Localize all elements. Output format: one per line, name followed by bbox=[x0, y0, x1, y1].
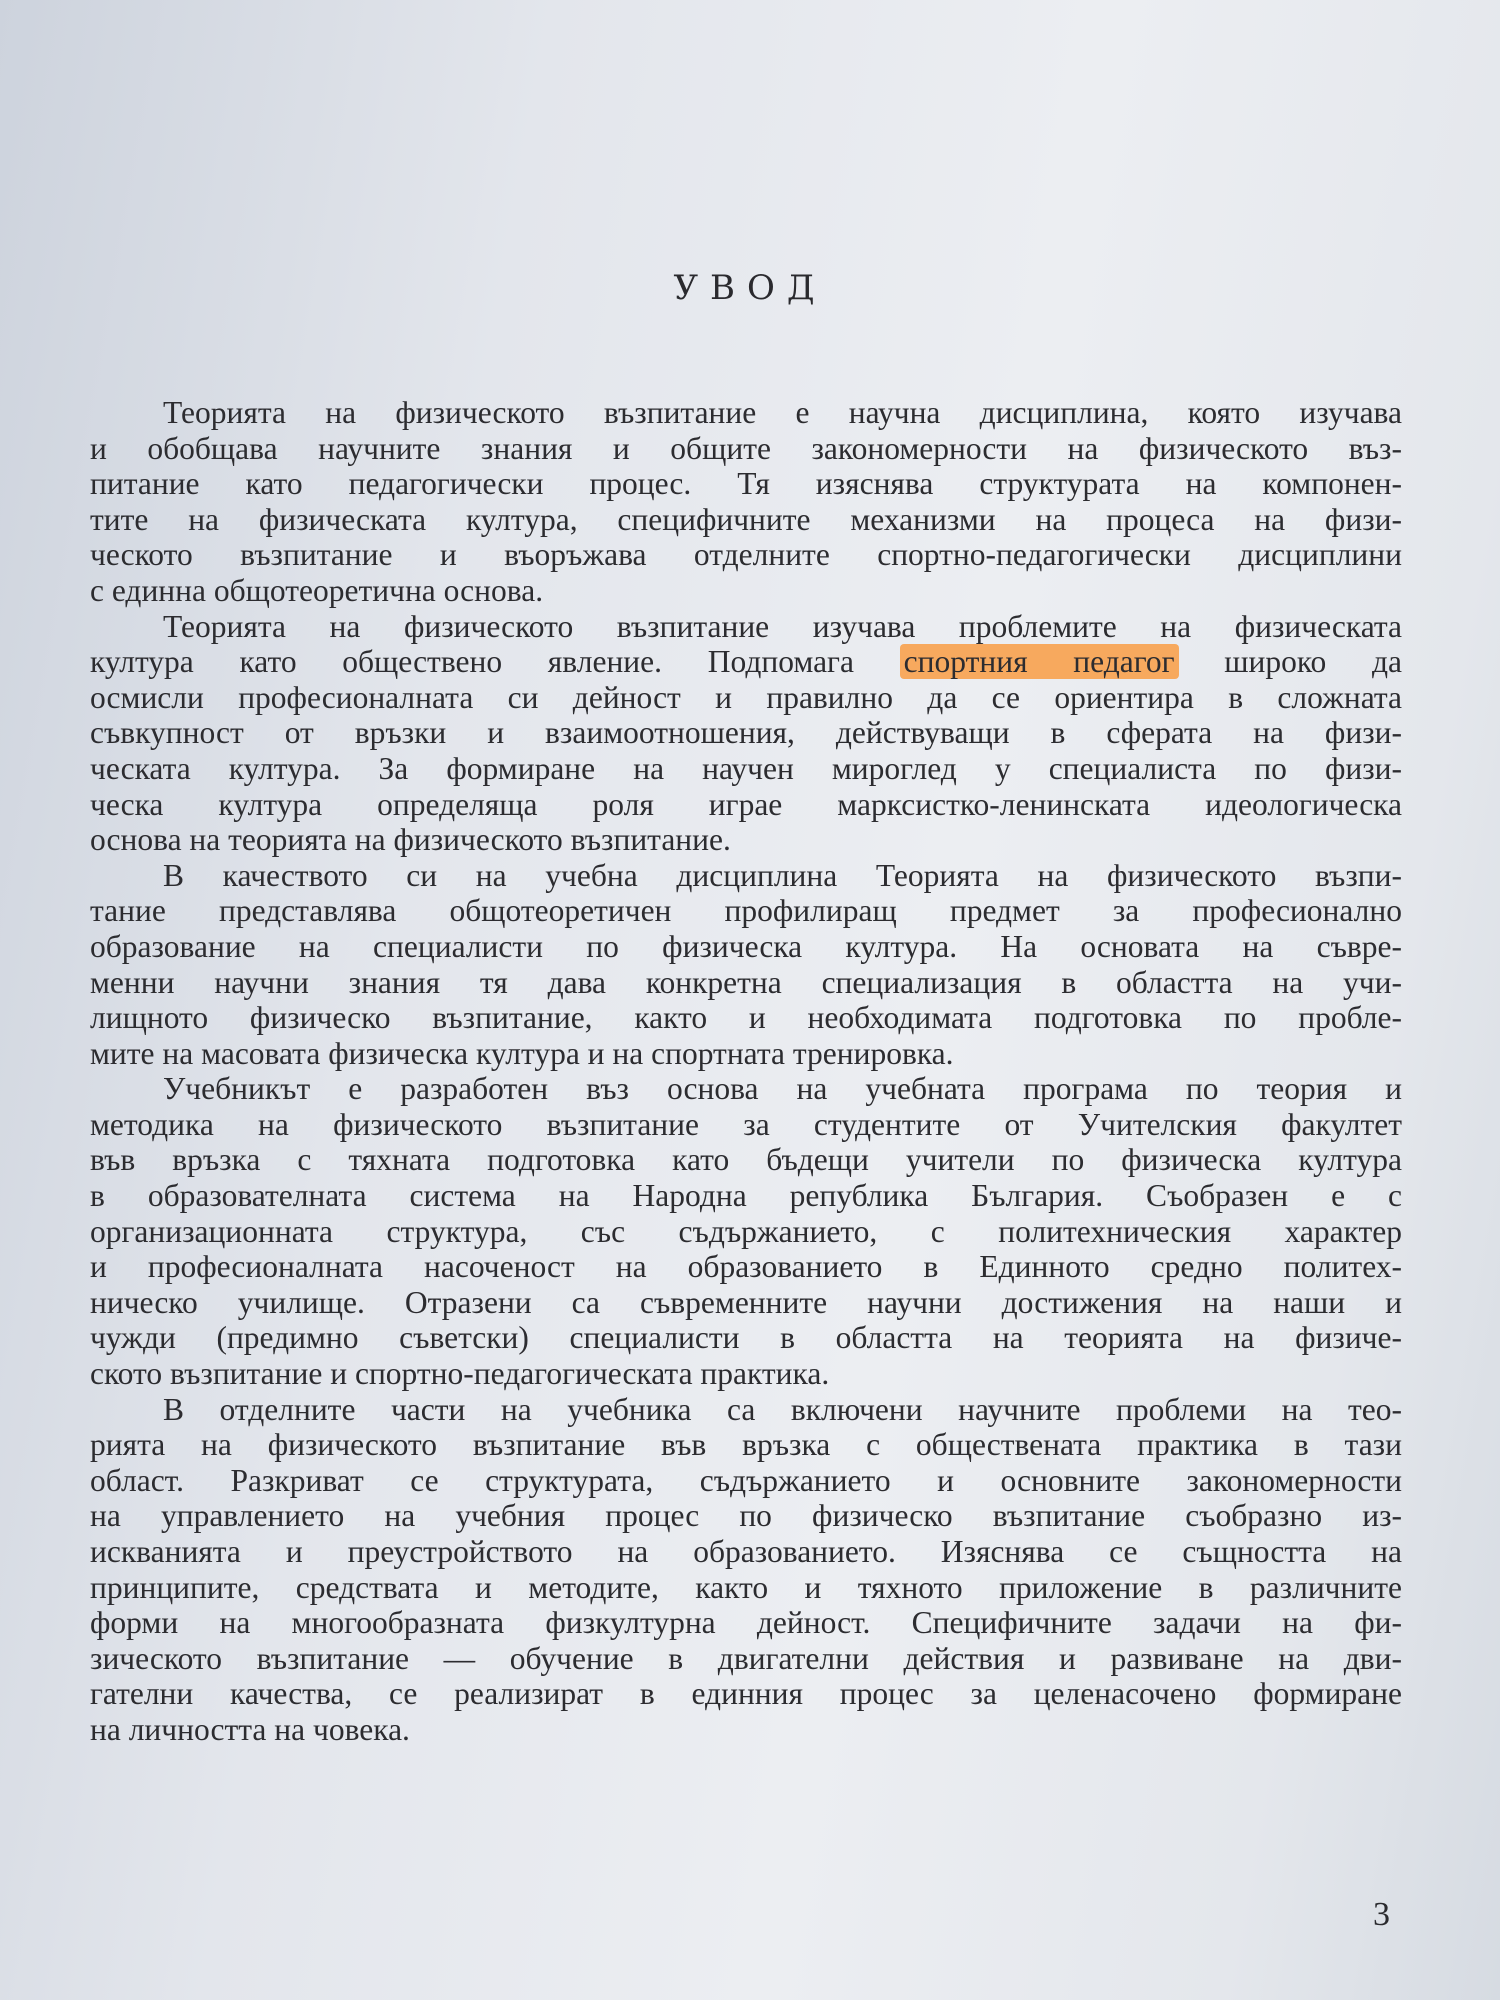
text-line: В качеството си на учебна дисциплина Теорията на физическото възпи- bbox=[163, 857, 1402, 893]
text-line: мите на масовата физическа култура и на спортната тренировка. bbox=[90, 1035, 954, 1071]
highlighted-phrase: спортния педагог bbox=[900, 644, 1179, 679]
text-line: ническо училище. Отразени са съвременните научни достижения на наши и bbox=[90, 1284, 1402, 1320]
text-line: организационната структура, със съдържанието, с политехническия характер bbox=[90, 1213, 1402, 1249]
text-line: и обобщава научните знания и общите закономерности на физическото въз- bbox=[90, 430, 1402, 466]
text-line: на управлението на учебния процес по физическо възпитание съобразно из- bbox=[90, 1498, 1402, 1534]
text-line: принципите, средствата и методите, както и тяхното приложение в различните bbox=[90, 1569, 1402, 1605]
text-line: рията на физическото възпитание във връзка с обществената практика в тази bbox=[90, 1427, 1402, 1463]
text-line: ческото възпитание и въоръжава отделните спортно-педагогически дисциплини bbox=[90, 537, 1402, 573]
text-line bbox=[90, 644, 1402, 680]
paragraph bbox=[90, 609, 1402, 858]
text-line: с единна общотеоретична основа. bbox=[90, 572, 544, 608]
text-line: зическото възпитание — обучение в двигателни действия и развиване на дви- bbox=[90, 1640, 1402, 1676]
text-segment: култура като обществено явление. Подпомага bbox=[90, 644, 900, 680]
text-line: осмисли професионалната си дейност и правилно да се ориентира в сложната bbox=[90, 679, 1402, 715]
paragraph bbox=[90, 858, 1402, 1072]
text-segment: широко да bbox=[1178, 644, 1403, 680]
text-line: основа на теорията на физическото възпитание. bbox=[90, 822, 731, 858]
text-line: тание представлява общотеоретичен профилиращ предмет за професионално bbox=[90, 893, 1402, 929]
text-line: Теорията на физическото възпитание изучава проблемите на физическата bbox=[163, 608, 1402, 644]
text-line: област. Разкриват се структурата, съдържанието и основните закономерности bbox=[90, 1462, 1402, 1498]
paragraph bbox=[90, 1392, 1402, 1748]
text-line: методика на физическото възпитание за студентите от Учителския факултет bbox=[90, 1106, 1402, 1142]
text-line: лищното физическо възпитание, както и необходимата подготовка по пробле- bbox=[90, 1000, 1402, 1036]
paragraph bbox=[90, 395, 1402, 609]
body-text bbox=[90, 395, 1402, 1748]
text-line: във връзка с тяхната подготовка като бъдещи учители по физическа култура bbox=[90, 1142, 1402, 1178]
text-line: в образователната система на Народна република България. Съобразен е с bbox=[90, 1178, 1402, 1214]
text-line: форми на многообразната физкултурна дейност. Специфичните задачи на фи- bbox=[90, 1605, 1402, 1641]
text-line: съвкупност от връзки и взаимоотношения, действуващи в сферата на физи- bbox=[90, 715, 1402, 751]
text-line: ческата култура. За формиране на научен мироглед у специалиста по физи- bbox=[90, 750, 1402, 786]
paragraph bbox=[90, 1071, 1402, 1391]
text-line: ческа култура определяща роля играе марксистко-ленинската идеологическа bbox=[90, 786, 1402, 822]
text-line: питание като педагогически процес. Тя изяснява структурата на компонен- bbox=[90, 466, 1402, 502]
page-number: 3 bbox=[1373, 1896, 1390, 1933]
text-line: ското възпитание и спортно-педагогическата практика. bbox=[90, 1356, 830, 1392]
text-line: образование на специалисти по физическа култура. На основата на съвре- bbox=[90, 928, 1402, 964]
text-line: В отделните части на учебника са включени научните проблеми на тео- bbox=[163, 1391, 1402, 1427]
chapter-title: УВОД bbox=[673, 268, 827, 308]
text-line: Учебникът е разработен въз основа на учебната програма по теория и bbox=[163, 1071, 1402, 1107]
text-line: и професионалната насоченост на образованието в Единното средно политех- bbox=[90, 1249, 1402, 1285]
text-line: тите на физическата култура, специфичните механизми на процеса на физи- bbox=[90, 501, 1402, 537]
text-line: Теорията на физическото възпитание е научна дисциплина, която изучава bbox=[163, 395, 1402, 430]
text-line: искванията и преустройството на образованието. Изяснява се същността на bbox=[90, 1534, 1402, 1569]
text-line: чужди (предимно съветски) специалисти в областта на теорията на физиче- bbox=[90, 1320, 1402, 1356]
text-line: на личността на човека. bbox=[90, 1711, 410, 1747]
text-line: гателни качества, се реализират в единния процес за целенасочено формиране bbox=[90, 1676, 1402, 1712]
text-line: менни научни знания тя дава конкретна специализация в областта на учи- bbox=[90, 964, 1402, 1000]
